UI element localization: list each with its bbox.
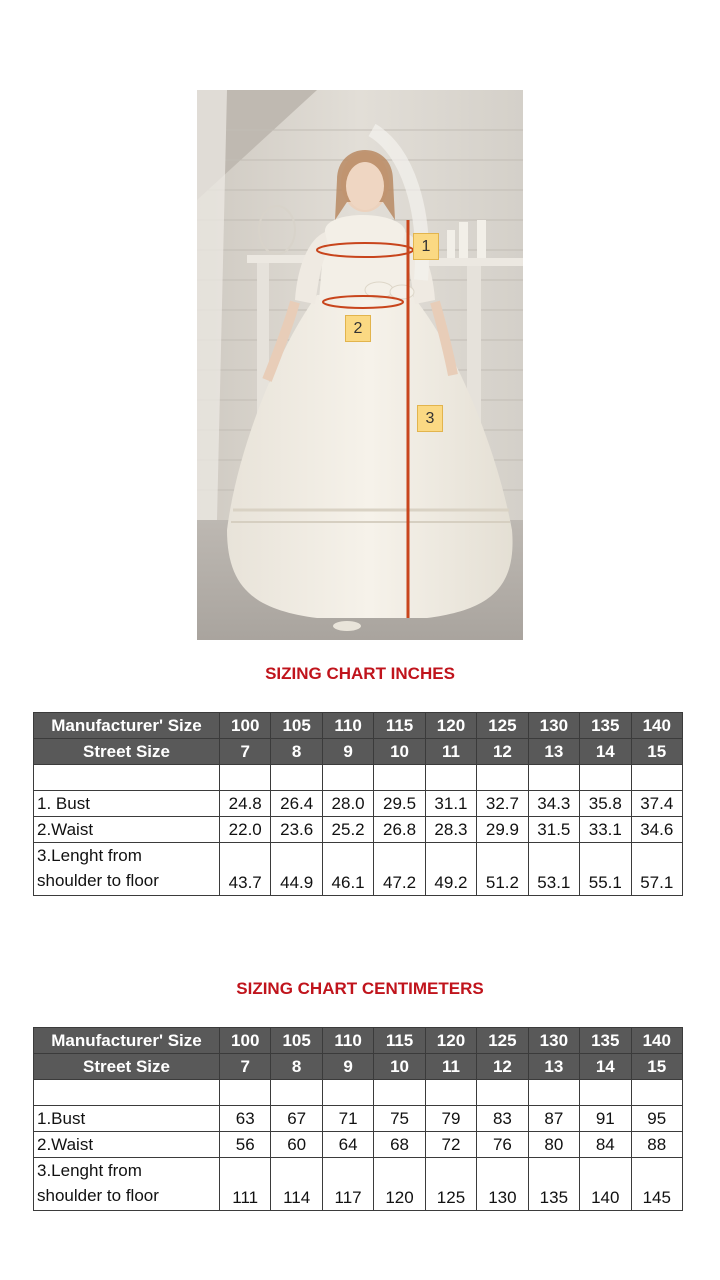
waist-cell: 25.2	[322, 817, 373, 843]
table-row	[34, 817, 683, 843]
length-cell: 125	[425, 1158, 476, 1211]
waist-cell: 23.6	[271, 817, 322, 843]
length-cell: 114	[271, 1158, 322, 1211]
waist-cell: 33.1	[580, 817, 631, 843]
manufacturer-size-cell: 140	[631, 713, 683, 739]
empty-cell	[374, 1080, 425, 1106]
waist-cell: 28.3	[425, 817, 476, 843]
length-cell: 46.1	[322, 843, 373, 896]
length-cell: 55.1	[580, 843, 631, 896]
empty-row	[34, 765, 683, 791]
waist-cell: 80	[528, 1132, 579, 1158]
street-size-cell: 8	[271, 739, 322, 765]
bust-cell: 35.8	[580, 791, 631, 817]
waist-cell: 31.5	[528, 817, 579, 843]
street-size-cell: 10	[374, 739, 425, 765]
empty-cell	[477, 1080, 528, 1106]
street-size-cell: 11	[425, 1054, 476, 1080]
bust-cell: 95	[631, 1106, 683, 1132]
length-label	[34, 1158, 220, 1211]
waist-cell: 88	[631, 1132, 683, 1158]
table-row	[34, 1106, 683, 1132]
length-cell: 140	[580, 1158, 631, 1211]
street-size-cell: 9	[322, 739, 373, 765]
street-size-cell: 13	[528, 739, 579, 765]
empty-cell	[271, 765, 322, 791]
bust-label: 1.Bust	[34, 1106, 220, 1132]
bust-cell: 29.5	[374, 791, 425, 817]
empty-row	[34, 1080, 683, 1106]
bust-cell: 75	[374, 1106, 425, 1132]
length-cell: 49.2	[425, 843, 476, 896]
empty-cell	[34, 765, 220, 791]
bust-cell: 79	[425, 1106, 476, 1132]
waist-cell: 56	[220, 1132, 271, 1158]
length-label	[34, 843, 220, 896]
manufacturer-size-cell: 135	[580, 1028, 631, 1054]
length-cell: 47.2	[374, 843, 425, 896]
table-row	[34, 1028, 683, 1054]
dress-photo	[197, 90, 523, 640]
empty-cell	[528, 765, 579, 791]
bust-cell: 24.8	[220, 791, 271, 817]
waist-label: 2.Waist	[34, 817, 220, 843]
street-size-cell: 13	[528, 1054, 579, 1080]
inches-chart-title: SIZING CHART INCHES	[265, 664, 455, 683]
street-size-cell: 10	[374, 1054, 425, 1080]
length-label-line: shoulder to floor	[37, 871, 159, 890]
length-label-line: shoulder to floor	[37, 1186, 159, 1205]
bust-cell: 26.4	[271, 791, 322, 817]
waist-cell: 68	[374, 1132, 425, 1158]
length-cell: 130	[477, 1158, 528, 1211]
street-size-cell: 8	[271, 1054, 322, 1080]
empty-cell	[322, 1080, 373, 1106]
dress-illustration	[197, 90, 523, 640]
empty-cell	[34, 1080, 220, 1106]
table-row	[34, 739, 683, 765]
bust-cell: 87	[528, 1106, 579, 1132]
bust-label: 1. Bust	[34, 791, 220, 817]
length-cell: 57.1	[631, 843, 683, 896]
length-cell: 51.2	[477, 843, 528, 896]
empty-cell	[580, 1080, 631, 1106]
manufacturer-size-cell: 100	[220, 1028, 271, 1054]
waist-cell: 64	[322, 1132, 373, 1158]
manufacturer-size-label: Manufacturer' Size	[34, 1028, 220, 1054]
manufacturer-size-cell: 115	[374, 1028, 425, 1054]
waist-cell: 34.6	[631, 817, 683, 843]
empty-cell	[425, 1080, 476, 1106]
table-row	[34, 713, 683, 739]
manufacturer-size-cell: 110	[322, 1028, 373, 1054]
bust-marker: 1	[413, 233, 439, 260]
street-size-cell: 15	[631, 1054, 683, 1080]
empty-cell	[322, 765, 373, 791]
manufacturer-size-cell: 125	[477, 1028, 528, 1054]
bust-cell: 83	[477, 1106, 528, 1132]
empty-cell	[220, 765, 271, 791]
empty-cell	[374, 765, 425, 791]
street-size-cell: 15	[631, 739, 683, 765]
length-label-line: 3.Lenght from	[37, 846, 142, 865]
bust-cell: 37.4	[631, 791, 683, 817]
waist-cell: 60	[271, 1132, 322, 1158]
street-size-cell: 7	[220, 739, 271, 765]
manufacturer-size-cell: 115	[374, 713, 425, 739]
waist-cell: 26.8	[374, 817, 425, 843]
manufacturer-size-cell: 110	[322, 713, 373, 739]
street-size-label: Street Size	[34, 1054, 220, 1080]
street-size-cell: 14	[580, 1054, 631, 1080]
length-marker: 3	[417, 405, 443, 432]
manufacturer-size-cell: 105	[271, 1028, 322, 1054]
street-size-cell: 12	[477, 739, 528, 765]
bust-cell: 28.0	[322, 791, 373, 817]
length-cell: 111	[220, 1158, 271, 1211]
bust-cell: 63	[220, 1106, 271, 1132]
manufacturer-size-cell: 125	[477, 713, 528, 739]
bust-cell: 32.7	[477, 791, 528, 817]
empty-cell	[631, 765, 683, 791]
empty-cell	[580, 765, 631, 791]
street-size-cell: 12	[477, 1054, 528, 1080]
centimeters-size-table	[33, 1027, 683, 1211]
inches-size-table	[33, 712, 683, 896]
bust-cell: 91	[580, 1106, 631, 1132]
bust-cell: 67	[271, 1106, 322, 1132]
length-cell: 120	[374, 1158, 425, 1211]
centimeters-chart-title: SIZING CHART CENTIMETERS	[236, 979, 484, 998]
manufacturer-size-cell: 105	[271, 713, 322, 739]
manufacturer-size-label: Manufacturer' Size	[34, 713, 220, 739]
waist-cell: 76	[477, 1132, 528, 1158]
length-cell: 53.1	[528, 843, 579, 896]
manufacturer-size-cell: 120	[425, 1028, 476, 1054]
waist-marker: 2	[345, 315, 371, 342]
waist-cell: 72	[425, 1132, 476, 1158]
manufacturer-size-cell: 135	[580, 713, 631, 739]
street-size-cell: 9	[322, 1054, 373, 1080]
manufacturer-size-cell: 130	[528, 713, 579, 739]
table-row	[34, 791, 683, 817]
length-cell: 145	[631, 1158, 683, 1211]
length-label-line: 3.Lenght from	[37, 1161, 142, 1180]
bust-cell: 34.3	[528, 791, 579, 817]
empty-cell	[631, 1080, 683, 1106]
bust-cell: 71	[322, 1106, 373, 1132]
manufacturer-size-cell: 120	[425, 713, 476, 739]
waist-cell: 22.0	[220, 817, 271, 843]
empty-cell	[271, 1080, 322, 1106]
bust-cell: 31.1	[425, 791, 476, 817]
waist-cell: 29.9	[477, 817, 528, 843]
street-size-cell: 14	[580, 739, 631, 765]
length-cell: 117	[322, 1158, 373, 1211]
empty-cell	[220, 1080, 271, 1106]
waist-label: 2.Waist	[34, 1132, 220, 1158]
length-cell: 135	[528, 1158, 579, 1211]
empty-cell	[477, 765, 528, 791]
street-size-cell: 11	[425, 739, 476, 765]
street-size-cell: 7	[220, 1054, 271, 1080]
manufacturer-size-cell: 130	[528, 1028, 579, 1054]
table-row	[34, 1054, 683, 1080]
table-row	[34, 1158, 683, 1211]
length-cell: 43.7	[220, 843, 271, 896]
manufacturer-size-cell: 140	[631, 1028, 683, 1054]
length-cell: 44.9	[271, 843, 322, 896]
waist-cell: 84	[580, 1132, 631, 1158]
empty-cell	[425, 765, 476, 791]
street-size-label: Street Size	[34, 739, 220, 765]
empty-cell	[528, 1080, 579, 1106]
manufacturer-size-cell: 100	[220, 713, 271, 739]
table-row	[34, 843, 683, 896]
table-row	[34, 1132, 683, 1158]
